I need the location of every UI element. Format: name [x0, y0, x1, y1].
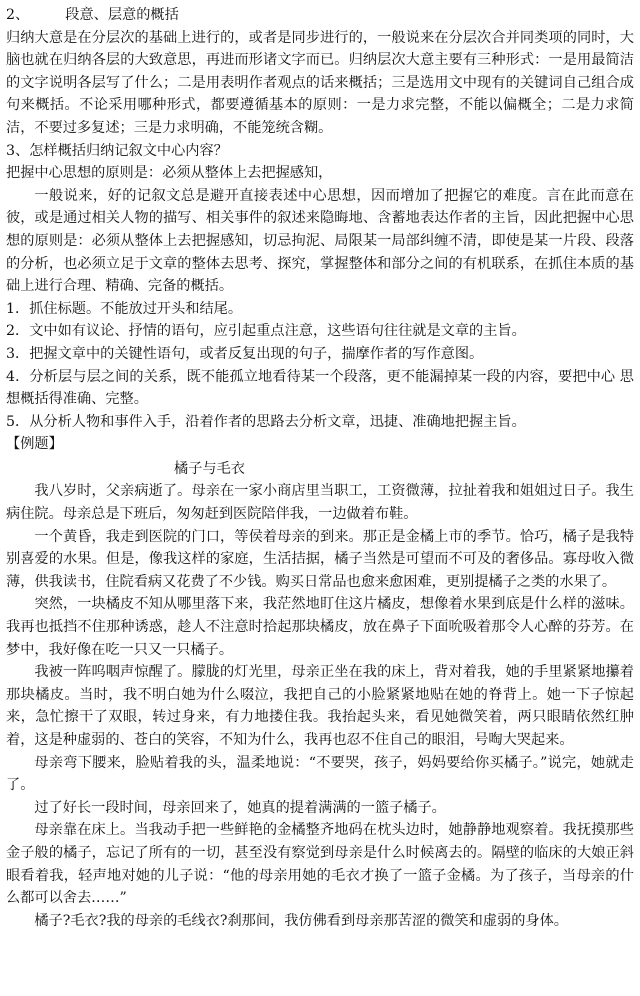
section-2-heading: 2、 段意、层意的概括 [6, 7, 179, 23]
example-label: 【例题】 [6, 436, 63, 453]
story-paragraph: 母亲靠在床上。当我动手把一些鲜艳的金橘整齐地码在枕头边时，她静静地观察着。我抚摸那些金子般的橘子，忘记了所有的一切，甚至没有察觉到母亲是什么时候离去的。隔壁的临床的大娘正斜眼看着我，轻声地对她的儿子说：“他的母亲用她的毛衣才换了一篮子金橘。为了孩子，当母亲的什么都可以舍去……” [6, 822, 634, 907]
section-3-body: 一般说来，好的记叙文总是避开直接表述中心思想，因而增加了把握它的难度。言在此而意在彼，或是通过相关人物的描写、相关事件的叙述来隐晦地、含蓄地表达作者的主旨，因此把握中心思想的原则是：必须从整体上去把握感知，切忌拘泥、局限某一局部纠缠不清，即使是某一片段、段落的分析，也必须立足于文章的整体去思考、探究，掌握整体和部分之间的有机联系，在抓住本质的基础上进行合理、精确、完备的概括。 [6, 187, 634, 295]
method-item: 3．把握文章中的关键性语句，或者反复出现的句子，揣摩作者的写作意图。 [6, 345, 484, 362]
method-item: 1．抓住标题。不能放过开头和结尾。 [6, 300, 243, 317]
story-paragraph: 一个黄昏，我走到医院的门口，等侯着母亲的到来。那正是金橘上市的季节。恰巧，橘子是我特别喜爱的水果。但是，像我这样的家庭，生活拮据，橘子当然是可望而不可及的奢侈品。寡母收入微薄，供我读书，住院看病又花费了不少钱。购买日常品也愈来愈困难，更别提橘子之类的水果了。 [6, 528, 634, 590]
method-item: 5．从分析人物和事件入手，沿着作者的思路去分析文章，迅捷、准确地把握主旨。 [6, 413, 526, 430]
story-paragraph: 我八岁时，父亲病逝了。母亲在一家小商店里当职工，工资微薄，拉扯着我和姐姐过日子。我生病住院。母亲总是下班后，匆匆赶到医院陪伴我，一边做着布鞋。 [6, 483, 634, 523]
section-3-heading: 3、怎样概括归纳记叙文中心内容？ [6, 142, 228, 159]
story-paragraph: 我被一阵呜咽声惊醒了。朦胧的灯光里，母亲正坐在我的床上，背对着我，她的手里紧紧地攥着那块橘皮。当时，我不明白她为什么啜泣，我把自己的小脸紧紧地贴在她的脊背上。她一下子惊起来，急忙擦干了双眼，转过身来，有力地搂住我。我抬起头来，看见她微笑着，两只眼睛依然红肿着，这是种虚弱的、苍白的笑容，不知为什么，我再也忍不住自己的眼泪，号啕大哭起来。 [6, 664, 634, 748]
story-paragraph: 母亲弯下腰来，脸贴着我的头，温柔地说：“不要哭，孩子，妈妈要给你买橘子。”说完，她就走了。 [6, 754, 634, 794]
method-item: 4．分析层与层之间的关系，既不能孤立地看待某一个段落，更不能漏掉某一段的内容，要把中心 思 想概括得准确、完整。 [6, 368, 634, 408]
story-paragraph: 橘子?毛衣?我的母亲的毛线衣?刹那间，我仿佛看到母亲那苦涩的微笑和虚弱的身体。 [34, 912, 568, 929]
story-paragraph: 突然，一块橘皮不知从哪里落下来，我茫然地盯住这片橘皮，想像着水果到底是什么样的滋味。我再也抵挡不住那种诱惑，趁人不注意时拾起那块橘皮，放在鼻子下面吮吸着那令人心醉的芬芳。在梦中，我好像在吃一只又一只橘子。 [6, 596, 634, 658]
section-3-principle: 把握中心思想的原则是：必须从整体上去把握感知， [6, 165, 333, 182]
section-2-body: 归纳大意是在分层次的基础上进行的，或者是同步进行的，一般说来在分层次合并同类项的同时，大脑也就在归纳各层的大致意思，再进而形诸文字而已。归纳层次大意主要有三种形式：一是用最简洁的文字说明各层写了什么；二是用表明作者观点的话来概括；三是选用文中现有的关键词自己组合成句来概括。不论采用哪种形式，都要遵循基本的原则：一是力求完整，不能以偏概全；二是力求简洁，不要过多复述；三是力求明确，不能笼统含糊。 [6, 29, 634, 136]
story-title: 橘子与毛衣 [174, 460, 245, 477]
method-item: 2．文中如有议论、抒情的语句，应引起重点注意，这些语句往往就是文章的主旨。 [6, 323, 526, 340]
story-paragraph: 过了好长一段时间，母亲回来了，她真的提着满满的一篮子橘子。 [34, 799, 446, 816]
